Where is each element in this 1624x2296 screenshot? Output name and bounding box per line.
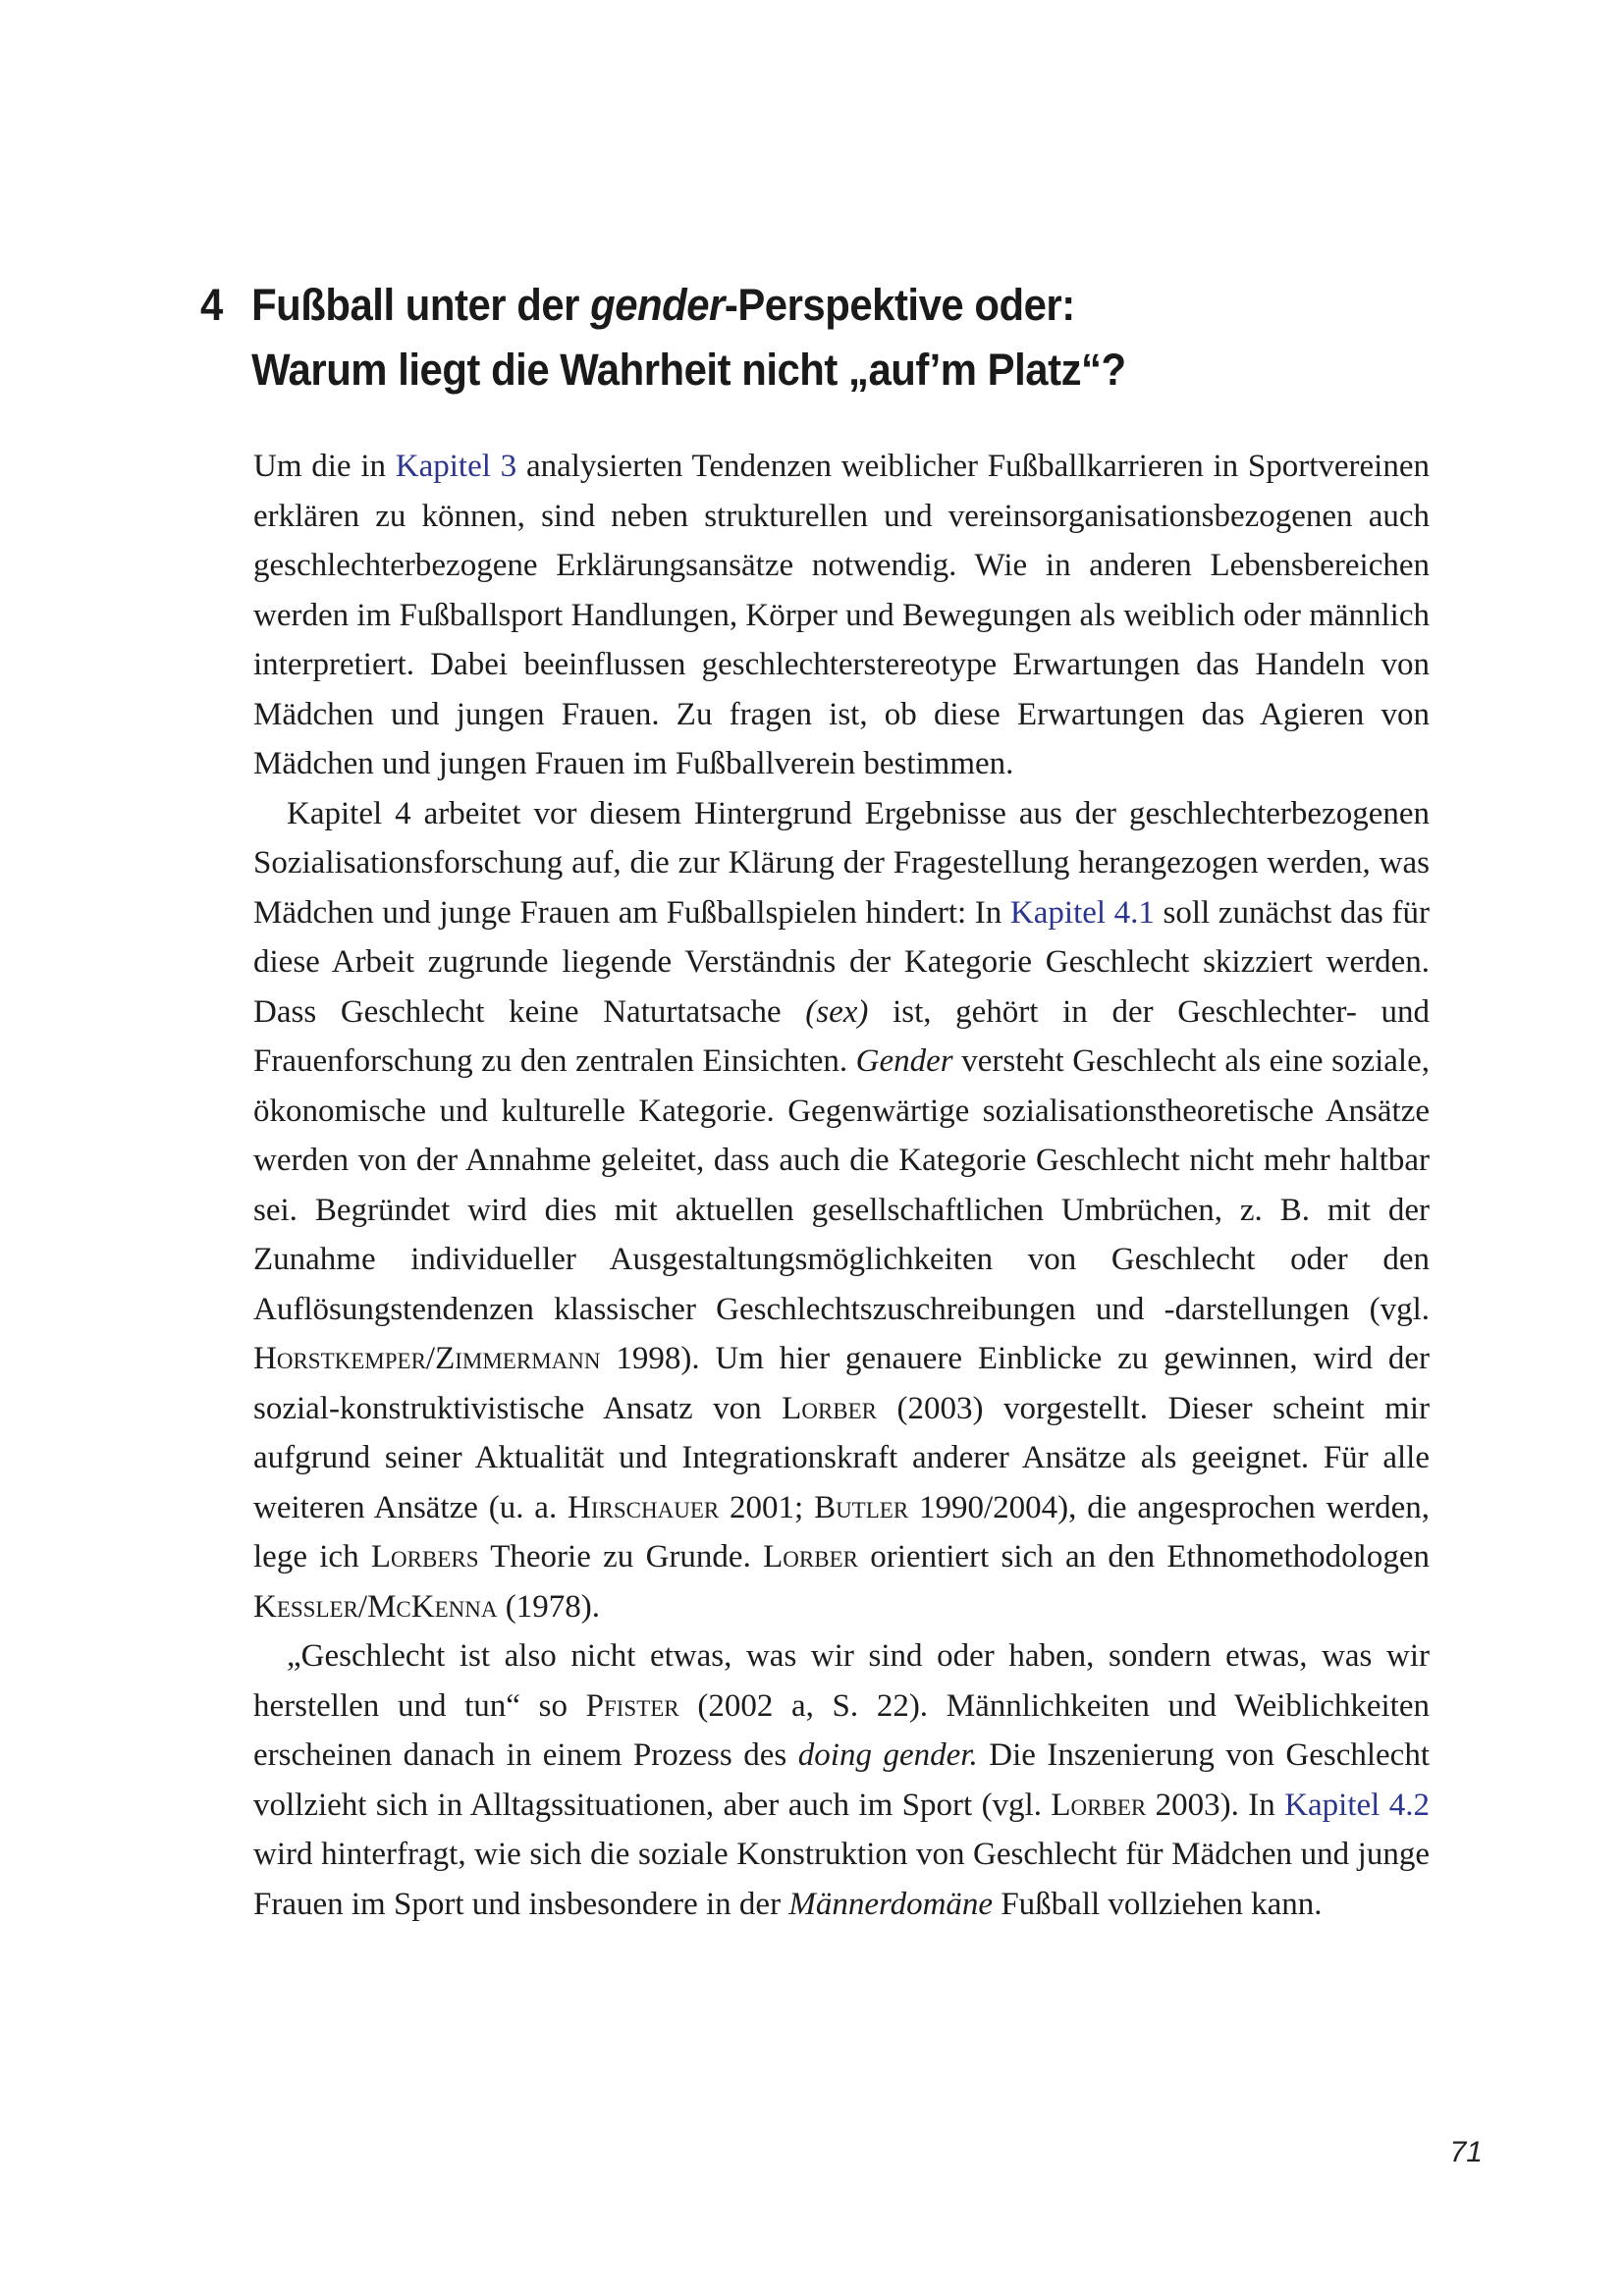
paragraph-1 [253, 442, 1430, 789]
text-run: 1998). Um hier genauere Einblicke zu gewinnen, wird der sozial-konstruktivistische Ansatz von [253, 1341, 1430, 1426]
italic-term-gender: Gender [855, 1043, 953, 1079]
text-run: Um die in [253, 449, 396, 484]
text-run: Theorie zu Grunde. [478, 1539, 764, 1575]
text-run: 1990/2004), die angesprochen werden, lege ich [253, 1489, 1431, 1575]
link-kapitel-4-2[interactable]: Kapitel 4.2 [1284, 1787, 1430, 1823]
text-run: / [425, 1341, 436, 1376]
heading-text: -Perspektive oder: [724, 280, 1075, 331]
text-run: wird hinterfragt, wie sich die soziale Konstruktion von Geschlecht für Mädchen und junge Frauen im Sport und insbesondere in der [253, 1837, 1430, 1922]
heading-italic-term: gender [590, 280, 725, 331]
chapter-heading-line-2: Warum liegt die Wahrheit nicht „auf’m Platz“? [251, 345, 1126, 396]
italic-term-doing-gender: doing gender. [797, 1737, 978, 1773]
chapter-number: 4 [200, 280, 223, 331]
author-name: Butler [814, 1489, 909, 1525]
author-name: Lorber [1051, 1787, 1147, 1823]
text-run: 2001; [719, 1489, 815, 1525]
text-run: soll zunächst das für diese Arbeit zugrunde liegende Verständnis der Kategorie Geschlecht skizziert werden. Dass Geschlecht keine Naturtatsache [253, 894, 1430, 1030]
text-run: Die Inszenierung von Geschlecht vollzieht sich in Alltagssituationen, aber auch im Sport (vgl. [253, 1737, 1430, 1823]
text-run: / [357, 1588, 368, 1625]
text-run: „Geschlecht ist also nicht etwas, was wir sind oder haben, sondern etwas, was wir herstellen und tun“ so [253, 1638, 1430, 1724]
text-run: (2003) vorgestellt. Dieser scheint mir aufgrund seiner Aktualität und Integrationskraft anderer Ansätze als geeignet. Für alle weiteren Ansätze (u. a. [253, 1390, 1430, 1525]
italic-term-sex: (sex) [805, 993, 869, 1030]
author-name: Zimmermann [435, 1341, 601, 1376]
author-name: Lorbers [370, 1539, 479, 1575]
text-run: (2002 a, S. 22). Männlichkeiten und Weiblichkeiten erscheinen danach in einem Prozess des [253, 1687, 1431, 1773]
link-kapitel-3[interactable]: Kapitel 3 [395, 449, 517, 484]
paragraph-2 [253, 789, 1430, 1632]
author-name: Horstkemper [253, 1341, 426, 1376]
paragraph-3 [253, 1631, 1430, 1929]
text-run: ist, gehört in der Geschlechter- und Frauenforschung zu den zentralen Einsichten. [253, 993, 1430, 1079]
page-number: 71 [1449, 2136, 1483, 2168]
author-name: Lorber [763, 1539, 858, 1575]
text-run: analysierten Tendenzen weiblicher Fußballkarrieren in Sportvereinen erklären zu können, sind neben strukturellen und vereinsorganisationsbezogenen auch geschlechterbezogene Erklärungsansätze notwendig. Wie in anderen Lebensbereichen werden im Fußballsport Handlungen, Körper und Bewegungen als weiblich oder männlich interpretiert. Dabei beeinflussen geschlechterstereotype Erwartungen das Handeln von Mädchen und jungen Frauen. Zu fragen ist, ob diese Erwartungen das Agieren von Mädchen und jungen Frauen im Fußballverein bestimmen. [253, 449, 1431, 781]
author-name: Pfister [585, 1687, 679, 1724]
author-name: Hirschauer [568, 1489, 720, 1525]
chapter-heading-line-1 [200, 273, 1126, 338]
text-run: Fußball vollziehen kann. [993, 1886, 1323, 1922]
author-name: McKenna [367, 1588, 498, 1625]
author-name: Lorber [782, 1390, 878, 1426]
text-run: (1978). [497, 1588, 600, 1625]
link-kapitel-4-1[interactable]: Kapitel 4.1 [1009, 894, 1155, 931]
text-run: orientiert sich an den Ethnomethodologen [857, 1539, 1430, 1575]
chapter-heading [200, 273, 1126, 402]
text-run: versteht Geschlecht als eine soziale, ökonomische und kulturelle Kategorie. Gegenwärtige sozialisationstheoretische Ansätze werden von der Annahme geleitet, dass auch die Kategorie Geschlecht nicht mehr haltbar sei. Begründet wird dies mit aktuellen gesellschaftlichen Umbrüchen, z. B. mit der Zunahme individueller Ausgestaltungsmöglichkeiten von Geschlecht oder den Auflösungstendenzen klassischer Geschlechtszuschreibungen und -darstellungen (vgl. [253, 1043, 1430, 1327]
text-run: 2003). In [1146, 1787, 1285, 1823]
author-name: Kessler [253, 1588, 358, 1625]
italic-term-maennerdomaene: Männerdomäne [788, 1886, 994, 1922]
heading-text: Fußball unter der [251, 280, 591, 331]
text-run: Kapitel 4 arbeitet vor diesem Hintergrund Ergebnisse aus der geschlechterbezogenen Sozialisationsforschung auf, die zur Klärung der Fragestellung herangezogen werden, was Mädchen und junge Frauen am Fußballspielen hindert: In [253, 795, 1430, 931]
body-text [253, 442, 1430, 1929]
